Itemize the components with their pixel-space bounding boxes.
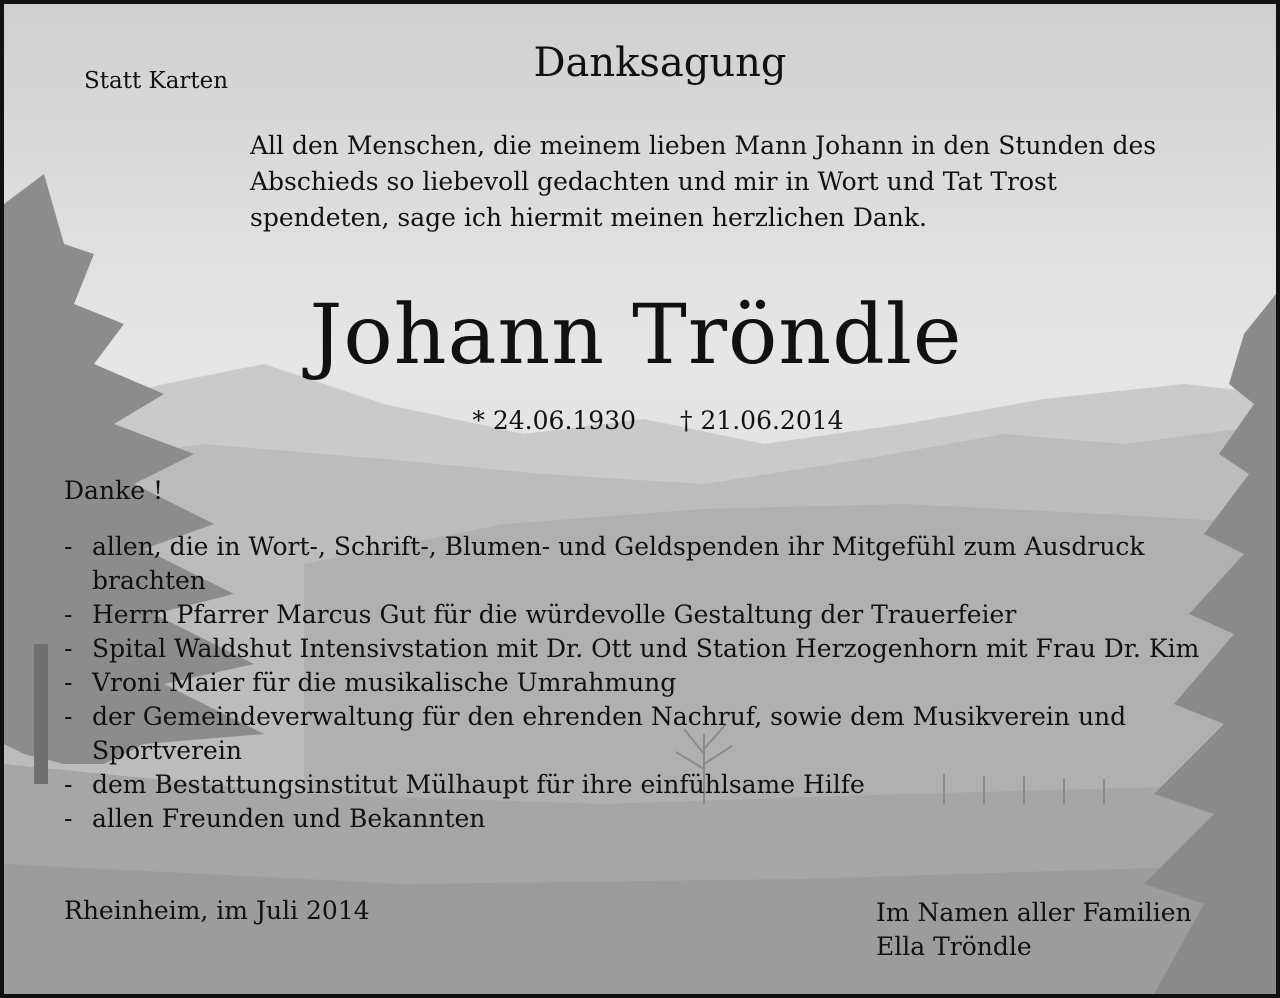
birth-date: * 24.06.1930 xyxy=(472,406,637,435)
list-item xyxy=(64,632,1199,666)
thanks-list xyxy=(64,530,1199,836)
deceased-name: Johann Tröndle xyxy=(309,288,963,383)
death-date: † 21.06.2014 xyxy=(679,406,844,435)
list-item xyxy=(64,666,1199,700)
list-dash: - xyxy=(64,702,73,731)
list-item-line: Vroni Maier für die musikalische Umrahmung xyxy=(92,668,677,697)
place-and-date: Rheinheim, im Juli 2014 xyxy=(64,896,370,925)
list-item xyxy=(64,598,1199,632)
heading-danksagung: Danksagung xyxy=(533,40,787,86)
list-item-line: der Gemeindeverwaltung für den ehrenden Nachruf, sowie dem Musikverein und xyxy=(92,702,1127,731)
intro-line: All den Menschen, die meinem lieben Mann Johann in den Stunden des xyxy=(250,131,1157,160)
intro-line: Abschieds so liebevoll gedachten und mir in Wort und Tat Trost xyxy=(250,167,1057,196)
life-dates xyxy=(4,406,1276,435)
list-dash: - xyxy=(64,634,73,663)
list-item-line: Sportverein xyxy=(92,736,242,765)
list-dash: - xyxy=(64,532,73,561)
list-item-line: allen Freunden und Bekannten xyxy=(92,804,486,833)
intro-line: spendeten, sage ich hiermit meinen herzlichen Dank. xyxy=(250,203,927,232)
list-item-line: Herrn Pfarrer Marcus Gut für die würdevolle Gestaltung der Trauerfeier xyxy=(92,600,1017,629)
statt-karten-label: Statt Karten xyxy=(84,68,229,94)
list-dash: - xyxy=(64,668,73,697)
list-item xyxy=(64,700,1199,768)
list-item-line: dem Bestattungsinstitut Mülhaupt für ihre einfühlsame Hilfe xyxy=(92,770,865,799)
signature-name: Ella Tröndle xyxy=(876,932,1032,961)
signature-block xyxy=(876,896,1192,964)
list-dash: - xyxy=(64,804,73,833)
list-item-line: Spital Waldshut Intensivstation mit Dr. Ott und Station Herzogenhorn mit Frau Dr. Kim xyxy=(92,634,1200,663)
list-item xyxy=(64,802,1199,836)
signature-line: Im Namen aller Familien xyxy=(876,898,1192,927)
list-item xyxy=(64,530,1199,598)
list-item-line: brachten xyxy=(92,566,206,595)
intro-paragraph xyxy=(250,128,1156,236)
list-item xyxy=(64,768,1199,802)
list-dash: - xyxy=(64,770,73,799)
list-dash: - xyxy=(64,600,73,629)
list-item-line: allen, die in Wort-, Schrift-, Blumen- und Geldspenden ihr Mitgefühl zum Ausdruck xyxy=(92,532,1145,561)
thanks-title: Danke ! xyxy=(64,476,163,505)
